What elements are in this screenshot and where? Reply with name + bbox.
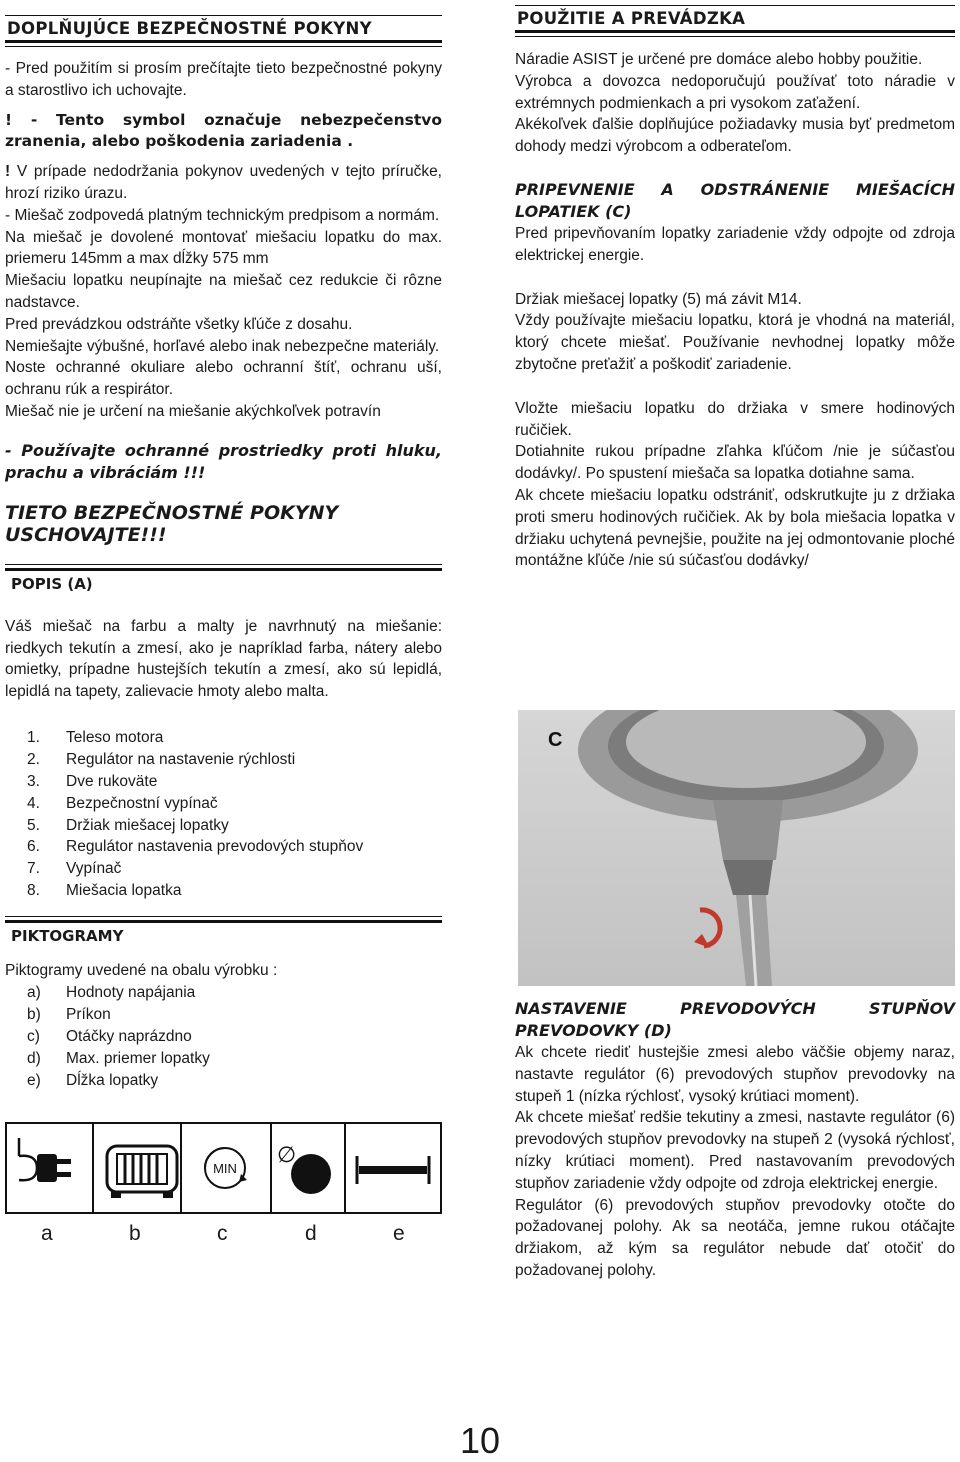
diameter-icon	[277, 1143, 331, 1194]
warning-symbol-text	[5, 110, 442, 154]
list-item: 6. Regulátor nastavenia prevodových stupňov	[27, 838, 364, 856]
picto-section	[5, 916, 442, 946]
list-item: a) Hodnoty napájania	[27, 983, 196, 1001]
list-item: 8. Miešacia lopatka	[27, 882, 182, 900]
attach-p2: Držiak miešacej lopatky (5) má závit M14.	[515, 290, 802, 308]
page-number: 10	[459, 1420, 501, 1461]
picto-letter: e	[393, 1221, 405, 1245]
length-icon	[357, 1156, 429, 1184]
safety-paragraph: Noste ochranné okuliare alebo ochranní štíť, ochranu uší, ochranu rúk a respirátor.	[5, 359, 442, 399]
popis-title: POPIS (A)	[11, 574, 93, 593]
photo-label: C	[548, 729, 563, 751]
gear-p1: Ak chcete riediť hustejšie zmesi alebo väčšie objemy naraz, nastavte regulátor (6) prevodových stupňov prevodovky na stupeň 1 (nízka rýchlosť, vysoký krútiaci moment).	[515, 1044, 955, 1105]
gear-p2: Ak chcete miešať redšie tekutiny a zmesi, nastavte regulátor (6) prevodových stupňov prevodovky na stupeň 2 (vysoká rýchlosť, nízky krútiaci moment). Pred nastavovaním prevodových stupňov zariadenie vždy odpojte od zdroja elektrickej energie.	[515, 1109, 955, 1192]
picto-letter: a	[41, 1221, 53, 1245]
picto-title: PIKTOGRAMY	[11, 927, 124, 946]
picto-intro: Piktogramy uvedené na obalu výrobku :	[5, 962, 278, 980]
right-column	[515, 0, 955, 572]
safety-paragraph: - Miešač zodpovedá platným technickým predpisom a normám.	[5, 206, 440, 224]
pictogram-box	[5, 1122, 442, 1214]
warning-bang: !	[5, 110, 13, 129]
list-item: d) Max. priemer lopatky	[27, 1049, 210, 1067]
mixer-illustration	[518, 710, 955, 986]
safety-paragraph: Miešač nie je určení na miešanie akýchkoľvek potravín	[5, 402, 381, 420]
safety-paragraph: Na miešač je dovolené montovať miešaciu lopatku do max. priemeru 145mm a max dĺžky 575 mm	[5, 228, 442, 268]
list-item: 7. Vypínač	[27, 860, 122, 878]
left-column	[5, 0, 442, 1246]
list-item: 1. Teleso motora	[27, 728, 164, 746]
use-paragraph: Náradie ASIST je určené pre domáce alebo hobby použitie.	[515, 51, 923, 68]
gear-p3: Regulátor (6) prevodových stupňov prevodovky otočte do požadovanej polohy. Ak sa neotáča, jemne rukou otáčajte držiakom, až kým sa regulátor nebude dať otočiť do požadovanej polohy.	[515, 1196, 955, 1279]
intro-text: - Pred použitím si prosím prečítajte tieto bezpečnostné pokyny a starostlivo ich uchovajte.	[5, 60, 442, 99]
list-item: b) Príkon	[27, 1005, 111, 1023]
attach-p6: Ak chcete miešaciu lopatku odstrániť, odskrutkujte ju z držiaka proti smeru hodinových ručičiek. Ak by bola miešacia lopatka v držiaku uchytená pevnejšie, použite na jej odmontovanie ploché montážne kľúče /nie sú súčasťou dodávky/	[515, 486, 955, 570]
list-item: 4. Bezpečnostní vypínač	[27, 794, 218, 812]
pictogram-strip	[5, 1122, 442, 1246]
mixer-photo	[518, 710, 955, 986]
popis-rule	[5, 564, 442, 571]
plug-icon	[19, 1138, 71, 1182]
right-lower	[515, 998, 955, 1282]
protect-note: - Používajte ochranné prostriedky proti hluku, prachu a vibráciám !!!	[5, 440, 442, 482]
use-paragraph: Výrobca a dovozca nedoporučujú používať toto náradie v extrémnych podmienkach a pri vysokom zaťažení.	[515, 72, 955, 112]
attach-p1: Pred pripevňovaním lopatky zariadenie vždy odpojte od zdroja elektrickej energie.	[515, 224, 955, 264]
attach-p4: Vložte miešaciu lopatku do držiaka v smere hodinových ručičiek.	[515, 399, 955, 439]
list-item: 2. Regulátor na nastavenie rýchlosti	[27, 750, 296, 768]
use-paragraph: Akékoľvek ďalšie doplňujúce požiadavky musia byť predmetom dohody medzi výrobcom a odberateľom.	[515, 116, 955, 156]
picto-list	[5, 982, 442, 1092]
picto-rule	[5, 916, 442, 923]
case-bang: !	[5, 163, 11, 181]
safety-paragraph: Miešaciu lopatku neupínajte na miešač cez redukcie či rôzne nadstavce.	[5, 272, 442, 311]
picto-diameter-label: ∅	[277, 1142, 297, 1168]
attach-title: PRIPEVNENIE A ODSTRÁNENIE MIEŠACÍCH LOPATIEK (C)	[515, 179, 955, 221]
picto-letter: b	[129, 1221, 141, 1245]
safety-paragraph: Nemiešajte výbušné, horľavé alebo inak nebezpečne materiály.	[5, 337, 440, 355]
use-header: POUŽITIE A PREVÁDZKA	[515, 5, 955, 33]
list-item: e) Dĺžka lopatky	[27, 1071, 159, 1089]
popis-text: Váš miešač na farbu a malty je navrhnutý na miešanie: riedkych tekutín a zmesí, ako je napríklad farba, nátery alebo omietky, prípadne hustejších tekutín a zmesí, ako sú lepidlá, lepidlá na tapety, zalievacie hmoty alebo malta.	[5, 617, 442, 701]
keep-note: TIETO BEZPEČNOSTNÉ POKYNY USCHOVAJTE!!!	[5, 501, 339, 546]
rpm-icon	[205, 1148, 247, 1188]
case-text	[5, 161, 442, 205]
list-item: c) Otáčky naprázdno	[27, 1027, 192, 1045]
gear-title: NASTAVENIE PREVODOVÝCH STUPŇOV PREVODOVKY (D)	[515, 999, 955, 1040]
warning-desc: - Tento symbol označuje nebezpečenstvo zranenia, alebo poškodenia zariadenia .	[5, 110, 442, 151]
safety-header: DOPLŇUJÚCE BEZPEČNOSTNÉ POKYNY	[5, 15, 442, 43]
list-item: 3. Dve rukoväte	[27, 772, 158, 790]
pictogram-icons	[7, 1124, 440, 1212]
popis-section	[5, 564, 442, 594]
pictogram-letters	[41, 1222, 442, 1246]
picto-letter: d	[305, 1221, 317, 1245]
attach-p5: Dotiahnite rukou prípadne zľahka kľúčom /nie je súčasťou dodávky/. Po spustení miešača sa lopatka dotiahne sama.	[515, 443, 955, 483]
picto-letter: c	[217, 1221, 228, 1245]
motor-icon	[107, 1146, 177, 1198]
list-item: 5. Držiak miešacej lopatky	[27, 816, 229, 834]
picto-min-label: MIN	[213, 1160, 237, 1176]
case-desc: V prípade nedodržania pokynov uvedených v tejto príručke, hrozí riziko úrazu.	[5, 163, 442, 202]
safety-paragraph: Pred prevádzkou odstráňte všetky kľúče z dosahu.	[5, 315, 353, 333]
attach-p3: Vždy používajte miešaciu lopatku, ktorá je vhodná na materiál, ktorý chcete miešať. Používanie nevhodnej lopatky môže zbytočne preťažiť a poškodiť zariadenie.	[515, 312, 955, 373]
parts-list	[5, 727, 442, 902]
